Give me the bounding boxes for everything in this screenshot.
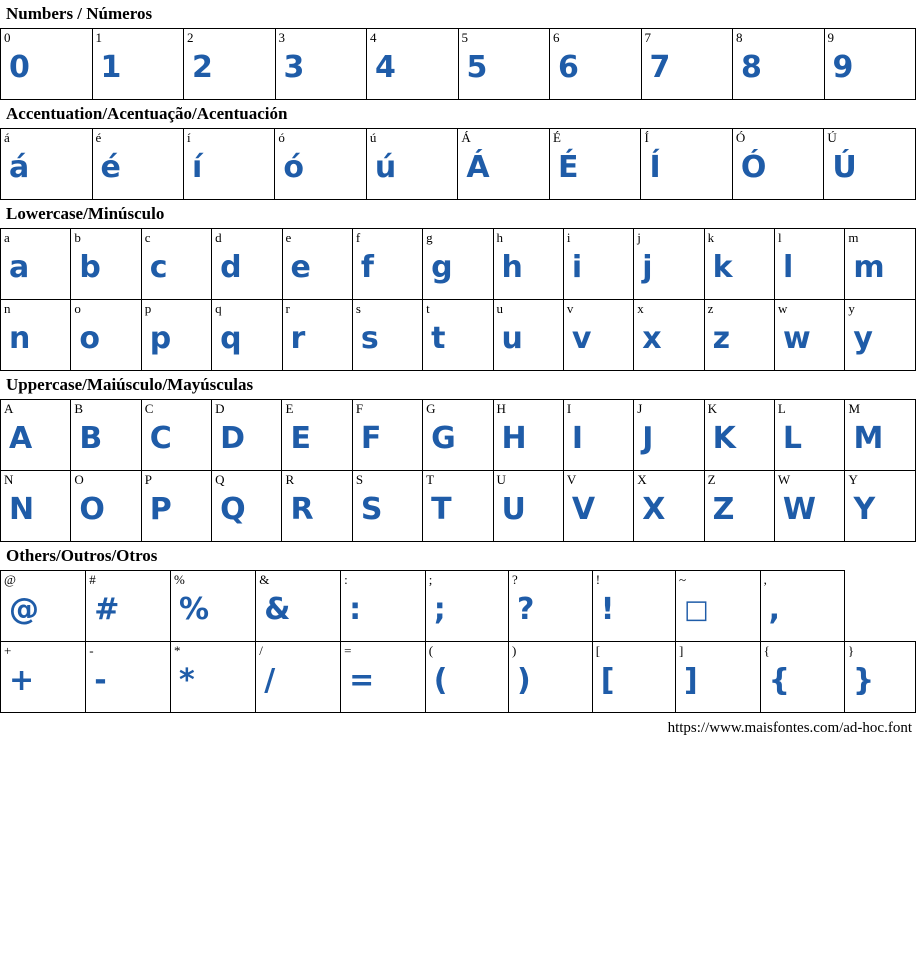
- glyph-sample: m: [853, 250, 885, 285]
- glyph-sample: B: [79, 421, 103, 456]
- glyph-sample: W: [782, 492, 817, 527]
- glyph-label: O: [74, 472, 84, 487]
- glyph-label: ]: [679, 643, 684, 658]
- glyph-sample: í: [192, 150, 203, 185]
- glyph-sample: @: [9, 592, 39, 627]
- glyph-cell: [282, 300, 352, 371]
- glyph-cell: [563, 300, 633, 371]
- glyph-cell: [458, 29, 550, 100]
- glyph-label: V: [566, 472, 577, 487]
- glyph-label: 7: [644, 30, 651, 45]
- glyph-sample: j: [642, 250, 653, 285]
- glyph-cell: [1, 29, 93, 100]
- glyph-sample: □: [684, 595, 709, 625]
- glyph-cell: [845, 471, 916, 542]
- glyph-sample: q: [220, 321, 242, 356]
- glyph-cell: [282, 400, 352, 471]
- glyph-label: ~: [679, 572, 687, 587]
- glyph-sample: ú: [374, 150, 397, 185]
- glyph-cell: [425, 642, 508, 713]
- glyph-sample: n: [9, 321, 31, 356]
- glyph-cell: [760, 571, 844, 642]
- glyph-sample: g: [431, 250, 453, 285]
- glyph-cell: [282, 471, 352, 542]
- glyph-label: s: [355, 301, 361, 316]
- glyph-sample: e: [290, 250, 311, 285]
- glyph-sample: u: [501, 321, 523, 356]
- glyph-sample: z: [712, 321, 731, 356]
- glyph-sample: -: [94, 663, 107, 698]
- glyph-label: z: [707, 301, 714, 316]
- glyph-label: ?: [512, 572, 518, 587]
- glyph-label: 4: [370, 30, 377, 45]
- glyph-cell: [423, 471, 493, 542]
- glyph-sample: I: [571, 421, 584, 456]
- glyph-sample: s: [360, 321, 379, 356]
- glyph-sample: l: [782, 250, 794, 285]
- glyph-cell: [634, 400, 704, 471]
- glyph-label: U: [496, 472, 506, 487]
- glyph-cell: [71, 300, 141, 371]
- glyph-label: 5: [461, 30, 468, 45]
- glyph-cell: [256, 571, 341, 642]
- glyph-cell: [184, 129, 275, 200]
- glyph-label: Z: [707, 472, 716, 487]
- glyph-cell: [458, 129, 550, 200]
- glyph-row: [1, 229, 916, 300]
- glyph-label: N: [4, 472, 14, 487]
- glyph-cell: [563, 400, 633, 471]
- glyph-cell: [71, 400, 141, 471]
- glyph-sample: a: [9, 250, 30, 285]
- glyph-cell: [423, 400, 493, 471]
- glyph-label: q: [215, 301, 222, 316]
- glyph-label: l: [777, 230, 782, 245]
- glyph-cell: [86, 642, 171, 713]
- glyph-cell: [1, 571, 86, 642]
- glyph-cell: [493, 471, 563, 542]
- glyph-label: 6: [553, 30, 560, 45]
- glyph-cell: [184, 29, 276, 100]
- glyph-cell: [704, 400, 774, 471]
- glyph-cell: [71, 471, 141, 542]
- glyph-sample: 1: [100, 50, 122, 85]
- glyph-sample: S: [360, 492, 383, 527]
- glyph-sample: N: [9, 492, 35, 527]
- glyph-sample: 6: [558, 50, 579, 85]
- glyph-label: =: [344, 643, 352, 658]
- glyph-cell: [256, 642, 341, 713]
- glyph-cell: [1, 471, 71, 542]
- glyph-cell: [845, 400, 916, 471]
- glyph-table: [0, 228, 916, 371]
- glyph-sample: V: [571, 492, 596, 527]
- glyph-cell: [634, 300, 704, 371]
- glyph-sample: w: [782, 321, 811, 356]
- glyph-sample: Q: [220, 492, 246, 527]
- glyph-sample: 5: [466, 50, 488, 85]
- glyph-label: í: [187, 130, 191, 145]
- glyph-label: 1: [95, 30, 102, 45]
- glyph-label: X: [637, 472, 647, 487]
- glyph-sample: v: [571, 321, 592, 356]
- glyph-label: Ú: [827, 130, 837, 145]
- glyph-label: p: [144, 301, 152, 316]
- glyph-cell: [509, 571, 593, 642]
- glyph-sample: #: [94, 592, 120, 627]
- glyph-label: É: [552, 130, 561, 145]
- glyph-label: b: [74, 230, 81, 245]
- glyph-cell: [282, 229, 352, 300]
- glyph-label: {: [763, 643, 770, 658]
- glyph-label: B: [74, 401, 84, 416]
- glyph-label: T: [426, 472, 435, 487]
- glyph-sample: Y: [853, 492, 876, 527]
- glyph-label: t: [426, 301, 430, 316]
- glyph-sample: 8: [741, 50, 762, 85]
- glyph-cell: [592, 571, 675, 642]
- glyph-cell: [774, 471, 845, 542]
- glyph-label: H: [496, 401, 506, 416]
- glyph-cell: [641, 29, 733, 100]
- glyph-sample: ?: [517, 592, 535, 627]
- glyph-sample: c: [149, 250, 168, 285]
- glyph-label: 9: [827, 30, 834, 45]
- glyph-cell: [212, 471, 282, 542]
- glyph-cell: [92, 29, 184, 100]
- glyph-sample: 0: [9, 50, 30, 85]
- glyph-sample: &: [264, 592, 291, 627]
- glyph-cell: [760, 642, 844, 713]
- glyph-label: E: [285, 401, 294, 416]
- glyph-label: ó: [278, 130, 285, 145]
- glyph-label: u: [496, 301, 504, 316]
- glyph-sample: Ó: [740, 150, 767, 185]
- glyph-cell: [423, 229, 493, 300]
- glyph-label: P: [144, 472, 152, 487]
- glyph-cell: [425, 571, 508, 642]
- glyph-cell: [493, 229, 563, 300]
- glyph-sample: G: [431, 421, 456, 456]
- glyph-label: 8: [736, 30, 743, 45]
- glyph-row: [1, 471, 916, 542]
- glyph-sample: O: [79, 492, 105, 527]
- glyph-cell: [641, 129, 732, 200]
- glyph-cell: [774, 229, 844, 300]
- glyph-sample: Í: [649, 150, 661, 185]
- glyph-label: [: [595, 643, 601, 658]
- glyph-label: %: [173, 572, 185, 587]
- glyph-label: w: [777, 301, 788, 316]
- glyph-cell: [845, 300, 916, 371]
- glyph-label: +: [4, 643, 12, 658]
- glyph-label: 0: [4, 30, 11, 45]
- glyph-cell: [824, 29, 916, 100]
- glyph-cell: [563, 229, 633, 300]
- section-title: Accentuation/Acentuação/Acentuación: [6, 104, 288, 123]
- glyph-cell: [592, 642, 675, 713]
- glyph-cell: [634, 229, 704, 300]
- glyph-sample: d: [220, 250, 242, 285]
- glyph-sample: K: [712, 421, 736, 456]
- glyph-sample: L: [782, 421, 803, 456]
- glyph-label: -: [89, 643, 94, 658]
- glyph-cell: [774, 300, 844, 371]
- glyph-label: @: [4, 572, 16, 587]
- glyph-table: [0, 128, 916, 200]
- glyph-cell: [86, 571, 171, 642]
- glyph-row: [1, 400, 916, 471]
- glyph-sample: h: [501, 250, 523, 285]
- glyph-cell: [1, 300, 71, 371]
- glyph-sample: }: [852, 663, 875, 698]
- section-title: Numbers / Números: [6, 4, 153, 23]
- glyph-cell: [676, 642, 761, 713]
- glyph-label: ú: [369, 130, 377, 145]
- glyph-cell: [563, 471, 633, 542]
- glyph-cell: [141, 400, 211, 471]
- glyph-sample: é: [100, 150, 121, 185]
- glyph-sample: x: [642, 321, 662, 356]
- glyph-cell: [509, 642, 593, 713]
- glyph-sample: y: [853, 321, 873, 356]
- glyph-sample: 4: [375, 50, 396, 85]
- glyph-sample: +: [9, 663, 35, 698]
- glyph-label: Í: [644, 130, 649, 145]
- glyph-label: Á: [461, 130, 471, 145]
- glyph-label: e: [285, 230, 292, 245]
- glyph-sample: =: [349, 663, 375, 698]
- glyph-label: J: [637, 401, 643, 416]
- glyph-sample: H: [501, 421, 527, 456]
- glyph-cell: [1, 400, 71, 471]
- glyph-cell: [845, 229, 916, 300]
- glyph-cell: [1, 642, 86, 713]
- glyph-label: Ó: [735, 130, 746, 145]
- glyph-sample: Ú: [832, 150, 857, 185]
- glyph-sample: k: [712, 250, 733, 285]
- glyph-sample: R: [290, 492, 314, 527]
- glyph-label: A: [4, 401, 14, 416]
- glyph-cell: [704, 229, 774, 300]
- glyph-label: h: [496, 230, 504, 245]
- glyph-sample: A: [9, 421, 33, 456]
- glyph-label: }: [847, 643, 855, 658]
- glyph-label: 3: [278, 30, 285, 45]
- glyph-label: g: [426, 230, 433, 245]
- glyph-sample: *: [178, 663, 195, 698]
- glyph-sample: É: [557, 150, 579, 185]
- glyph-sample: ]: [684, 663, 698, 698]
- glyph-cell: [275, 129, 367, 200]
- glyph-cell: [170, 642, 255, 713]
- glyph-cell: [704, 300, 774, 371]
- glyph-label: S: [355, 472, 364, 487]
- glyph-sample: ,: [768, 592, 781, 627]
- glyph-cell: [367, 29, 459, 100]
- glyph-sample: b: [79, 250, 101, 285]
- glyph-label: #: [89, 572, 96, 587]
- glyph-cell: [352, 400, 422, 471]
- glyph-cell: [493, 300, 563, 371]
- glyph-label: x: [637, 301, 644, 316]
- glyph-cell: [366, 129, 458, 200]
- glyph-sample: ): [517, 663, 531, 698]
- glyph-cell: [141, 300, 211, 371]
- glyph-sample: f: [360, 250, 374, 285]
- glyph-cell: [423, 300, 493, 371]
- glyph-label: k: [707, 230, 715, 245]
- glyph-sample: !: [600, 592, 615, 627]
- glyph-table: [0, 570, 916, 713]
- glyph-cell: [676, 571, 761, 642]
- glyph-sample: (: [433, 663, 448, 698]
- glyph-sample: Á: [466, 150, 490, 185]
- glyph-label: ): [512, 643, 517, 658]
- glyph-cell: [732, 129, 824, 200]
- glyph-cell: [493, 400, 563, 471]
- glyph-cell: [1, 229, 71, 300]
- glyph-cell: [341, 571, 426, 642]
- glyph-cell: [844, 642, 915, 713]
- glyph-label: /: [259, 643, 263, 658]
- glyph-label: L: [777, 401, 786, 416]
- glyph-label: D: [215, 401, 225, 416]
- glyph-label: o: [74, 301, 81, 316]
- glyph-label: i: [566, 230, 571, 245]
- glyph-sample: o: [79, 321, 100, 356]
- glyph-cell: [141, 229, 211, 300]
- glyph-cell: [733, 29, 825, 100]
- glyph-label: d: [215, 230, 222, 245]
- glyph-label: v: [566, 301, 574, 316]
- glyph-cell: [212, 300, 282, 371]
- glyph-label: *: [173, 643, 181, 658]
- glyph-label: Y: [848, 472, 858, 487]
- glyph-label: é: [95, 130, 102, 145]
- glyph-label: c: [144, 230, 151, 245]
- glyph-cell: [71, 229, 141, 300]
- glyph-cell: [774, 400, 845, 471]
- glyph-row: [1, 642, 916, 713]
- glyph-sample: X: [642, 492, 666, 527]
- section-title: Uppercase/Maiúsculo/Mayúsculas: [6, 375, 254, 394]
- glyph-row: [1, 300, 916, 371]
- glyph-sample: t: [431, 321, 446, 356]
- glyph-sample: M: [853, 421, 884, 456]
- glyph-sample: T: [431, 492, 452, 527]
- glyph-cell: [212, 400, 282, 471]
- section-title: Lowercase/Minúsculo: [6, 204, 165, 223]
- glyph-cell: [1, 129, 93, 200]
- glyph-label: :: [344, 572, 348, 587]
- glyph-sample: Z: [712, 492, 735, 527]
- glyph-sample: 9: [832, 50, 854, 85]
- glyph-label: n: [4, 301, 11, 316]
- glyph-label: m: [848, 230, 859, 245]
- glyph-label: I: [566, 401, 572, 416]
- glyph-label: j: [637, 230, 641, 245]
- glyph-label: a: [4, 230, 10, 245]
- glyph-label: K: [707, 401, 717, 416]
- glyph-row: [1, 129, 916, 200]
- source-url: https://www.maisfontes.com/ad-hoc.font: [667, 720, 912, 736]
- glyph-label: Q: [215, 472, 225, 487]
- glyph-label: F: [355, 401, 364, 416]
- glyph-row: [1, 571, 916, 642]
- glyph-sample: /: [264, 663, 276, 698]
- glyph-sample: J: [642, 421, 654, 456]
- glyph-sample: %: [178, 592, 210, 627]
- glyph-sample: F: [360, 421, 382, 456]
- glyph-label: r: [285, 301, 290, 316]
- glyph-cell: [634, 471, 704, 542]
- glyph-row: [1, 29, 916, 100]
- glyph-sample: E: [290, 421, 311, 456]
- glyph-cell: [92, 129, 184, 200]
- glyph-label: á: [4, 130, 10, 145]
- glyph-sample: á: [9, 150, 30, 185]
- glyph-cell: [704, 471, 774, 542]
- glyph-cell: [352, 471, 422, 542]
- glyph-cell: [352, 300, 422, 371]
- glyph-sample: U: [501, 492, 526, 527]
- glyph-sample: C: [149, 421, 172, 456]
- glyph-label: W: [777, 472, 791, 487]
- glyph-sample: D: [220, 421, 245, 456]
- glyph-label: C: [144, 401, 154, 416]
- glyph-sample: r: [290, 321, 306, 356]
- glyph-cell: [141, 471, 211, 542]
- glyph-label: R: [285, 472, 295, 487]
- section-title: Others/Outros/Otros: [6, 546, 158, 565]
- glyph-sample: 2: [192, 50, 213, 85]
- glyph-cell: [824, 129, 916, 200]
- glyph-label: M: [848, 401, 860, 416]
- glyph-sample: P: [149, 492, 172, 527]
- glyph-sample: {: [768, 663, 790, 698]
- glyph-label: y: [848, 301, 855, 316]
- glyph-label: &: [259, 572, 270, 587]
- glyph-label: 2: [187, 30, 194, 45]
- glyph-sample: ;: [433, 592, 446, 627]
- glyph-label: ,: [763, 572, 767, 587]
- glyph-cell: [550, 29, 642, 100]
- glyph-cell: [352, 229, 422, 300]
- glyph-table: [0, 28, 916, 100]
- glyph-label: ;: [428, 572, 433, 587]
- glyph-sample: p: [149, 321, 172, 356]
- glyph-cell: [170, 571, 255, 642]
- glyph-cell: [275, 29, 367, 100]
- glyph-label: G: [426, 401, 436, 416]
- glyph-sample: [: [600, 663, 615, 698]
- glyph-label: !: [595, 572, 601, 587]
- glyph-sample: i: [571, 250, 583, 285]
- glyph-cell: [212, 229, 282, 300]
- glyph-sample: 3: [283, 50, 305, 85]
- glyph-label: (: [428, 643, 434, 658]
- glyph-sample: 7: [649, 50, 671, 85]
- glyph-cell: [549, 129, 641, 200]
- glyph-cell: [341, 642, 426, 713]
- glyph-table: [0, 399, 916, 542]
- glyph-label: f: [355, 230, 361, 245]
- glyph-sample: :: [349, 592, 362, 627]
- glyph-sample: ó: [283, 150, 305, 185]
